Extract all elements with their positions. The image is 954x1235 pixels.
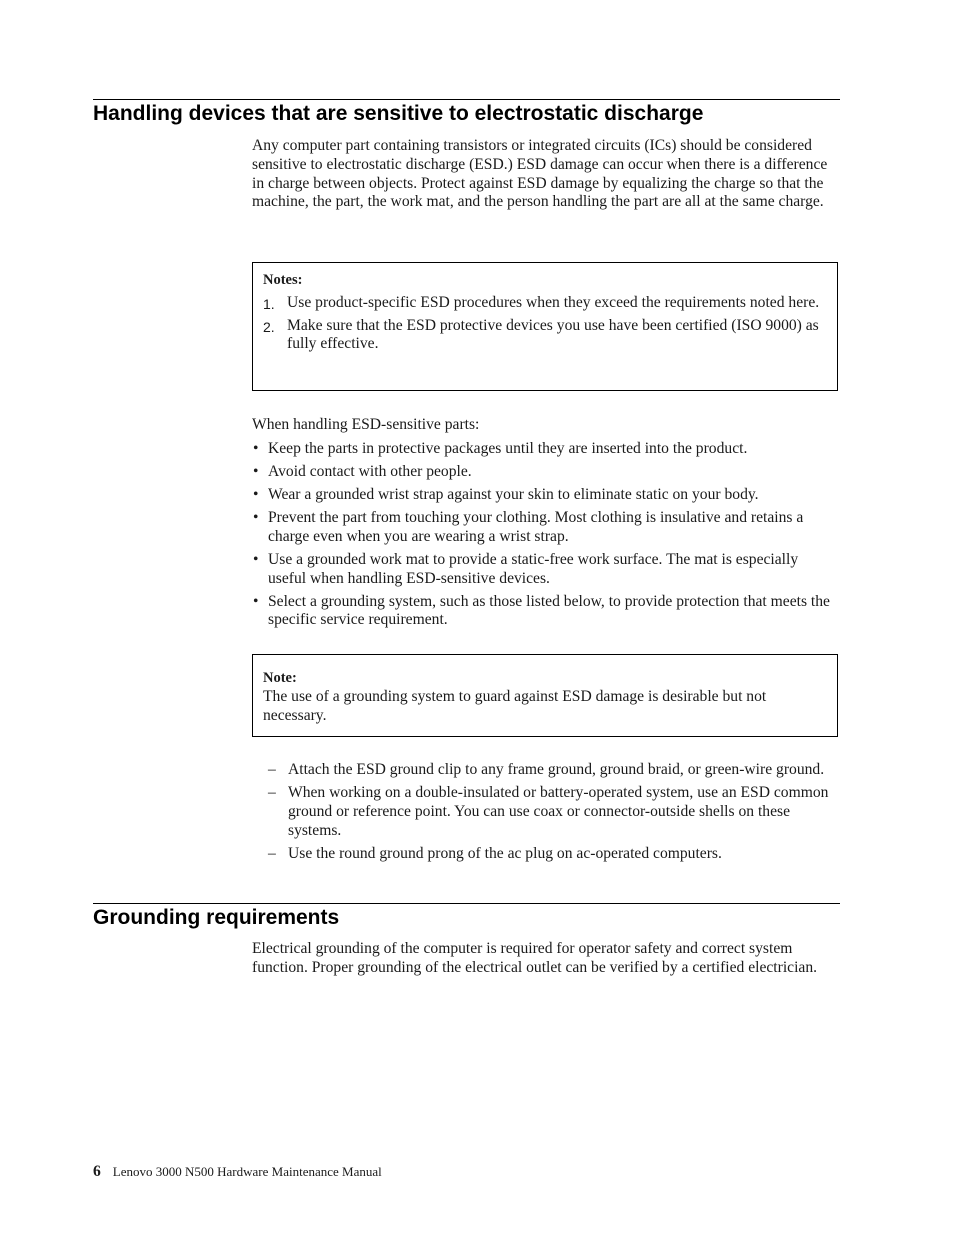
- notes-box: [252, 262, 838, 391]
- bullet-item: [252, 440, 838, 459]
- dash-item: [268, 784, 840, 840]
- note-text: The use of a grounding system to guard against ESD damage is desirable but not necessary.: [263, 687, 767, 724]
- bullet-text: Avoid contact with other people.: [268, 462, 472, 480]
- notes-list: [263, 294, 827, 354]
- dash-text: Attach the ESD ground clip to any frame ground, ground braid, or green-wire ground.: [288, 761, 825, 778]
- note-number: 2.: [263, 318, 275, 335]
- handling-bullet-list: [252, 440, 838, 634]
- bullet-marker: •: [253, 550, 259, 568]
- page-footer: [93, 1163, 382, 1181]
- bullet-text: Use a grounded work mat to provide a static-free work surface. The mat is especially useful when handling ESD-sensitive devices.: [268, 550, 799, 587]
- bullet-text: Wear a grounded wrist strap against your skin to eliminate static on your body.: [268, 485, 759, 503]
- bullet-text: Select a grounding system, such as those listed below, to provide protection that meets the specific service requirement.: [268, 592, 830, 629]
- handling-intro: When handling ESD-sensitive parts:: [252, 416, 480, 433]
- bullet-marker: •: [253, 462, 259, 480]
- dash-text: Use the round ground prong of the ac plug on ac-operated computers.: [288, 844, 722, 862]
- section-heading-esd: Handling devices that are sensitive to electrostatic discharge: [93, 102, 704, 125]
- bullet-marker: •: [253, 508, 259, 526]
- dash-marker: –: [268, 783, 276, 801]
- document-title: Lenovo 3000 N500 Hardware Maintenance Manual: [112, 1164, 382, 1179]
- note-item: [263, 317, 827, 355]
- esd-intro-paragraph: Any computer part containing transistors or integrated circuits (ICs) should be considered sensitive to electrostatic discharge (ESD.) ESD damage can occur when there is a difference in charge between objects. Protect against ESD damage by equalizing the charge so that the machine, the part, the work mat, and the person handling the part are all at the same charge.: [252, 137, 828, 211]
- bullet-item: [252, 463, 838, 482]
- section-heading-grounding: Grounding requirements: [93, 906, 340, 929]
- dash-text: When working on a double-insulated or battery-operated system, use an ESD common ground or reference point. You can use coax or connector-outside shells on these systems.: [288, 783, 829, 839]
- notes-heading: Notes:: [263, 272, 303, 288]
- section-divider: [93, 99, 840, 100]
- grounding-note-box: [252, 654, 838, 737]
- note-heading: Note:: [263, 670, 297, 686]
- dash-item: [268, 845, 840, 864]
- grounding-options-list: [268, 761, 840, 868]
- bullet-text: Keep the parts in protective packages until they are inserted into the product.: [268, 440, 748, 457]
- note-number: 1.: [263, 295, 275, 312]
- grounding-paragraph: Electrical grounding of the computer is required for operator safety and correct system function. Proper grounding of the electrical outlet can be verified by a certified electrician.: [252, 940, 818, 976]
- dash-item: [268, 761, 840, 780]
- bullet-item: [252, 486, 838, 505]
- dash-marker: –: [268, 761, 276, 778]
- bullet-marker: •: [253, 592, 259, 610]
- bullet-marker: •: [253, 485, 259, 503]
- bullet-item: [252, 593, 838, 631]
- page-number: 6: [93, 1163, 101, 1180]
- bullet-item: [252, 551, 838, 589]
- bullet-text: Prevent the part from touching your clothing. Most clothing is insulative and retains a charge even when you are wearing a wrist strap.: [268, 508, 804, 545]
- bullet-marker: •: [253, 440, 259, 457]
- note-text: Make sure that the ESD protective devices you use have been certified (ISO 9000) as fully effective.: [287, 316, 819, 353]
- dash-marker: –: [268, 844, 276, 862]
- note-item: [263, 294, 827, 313]
- bullet-item: [252, 509, 838, 547]
- section-divider: [93, 903, 840, 904]
- note-text: Use product-specific ESD procedures when they exceed the requirements noted here.: [287, 293, 820, 311]
